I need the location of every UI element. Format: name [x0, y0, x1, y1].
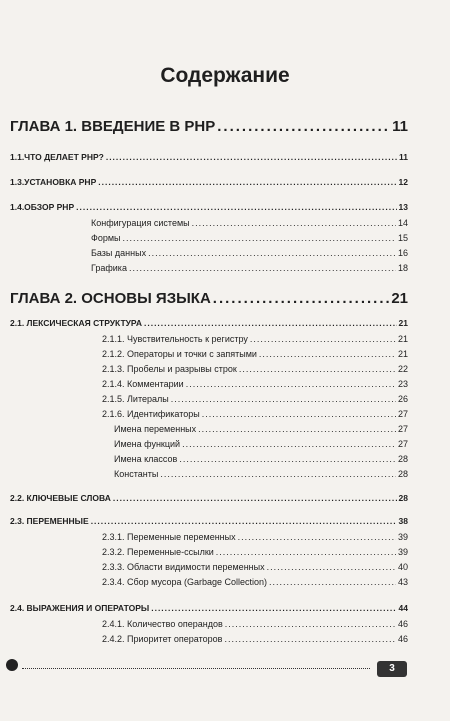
- toc-item[interactable]: [10, 349, 408, 364]
- toc-entry-page: 26: [397, 394, 408, 404]
- toc-entry-label: Базы данных: [91, 248, 147, 258]
- toc-entry-label: Имена функций: [114, 439, 181, 449]
- toc-chapter-2[interactable]: [10, 290, 408, 314]
- dot-leader: [225, 619, 396, 629]
- toc-entry-label: 2.1. ЛЕКСИЧЕСКАЯ СТРУКТУРА: [10, 318, 142, 328]
- dot-leader: [151, 603, 396, 613]
- toc-entry-page: 38: [398, 516, 408, 526]
- toc-section-1-3[interactable]: [10, 177, 408, 191]
- toc-item[interactable]: [10, 634, 408, 649]
- toc-chapter-1[interactable]: [10, 118, 408, 142]
- toc-entry-label: 2.3.3. Области видимости переменных: [102, 562, 265, 572]
- toc-item[interactable]: [10, 379, 408, 394]
- toc-item[interactable]: [10, 248, 408, 263]
- toc-entry-page: 16: [397, 248, 408, 258]
- dot-leader: [76, 202, 396, 212]
- toc-entry-page: 44: [398, 603, 408, 613]
- dot-leader: [224, 634, 396, 644]
- toc-entry-page: 39: [397, 547, 408, 557]
- dot-leader: [213, 290, 390, 307]
- toc-item[interactable]: [10, 454, 408, 469]
- toc-entry-page: 21: [397, 349, 408, 359]
- dot-leader: [129, 263, 396, 273]
- toc-entry-label: 2.3.2. Переменные-ссылки: [102, 547, 214, 557]
- dot-leader: [98, 177, 396, 187]
- toc-item[interactable]: [10, 233, 408, 248]
- dot-leader: [148, 248, 396, 258]
- toc-entry-page: 23: [397, 379, 408, 389]
- toc-item[interactable]: [10, 619, 408, 634]
- toc-item[interactable]: [10, 469, 408, 484]
- toc-entry-page: 12: [398, 177, 408, 187]
- dot-leader: [91, 516, 397, 526]
- page-number-badge: 3: [377, 661, 407, 677]
- toc-item[interactable]: [10, 334, 408, 349]
- dot-leader: [123, 233, 396, 243]
- toc-entry-page: 28: [397, 454, 408, 464]
- toc-entry-label: 2.1.1. Чувствительность к регистру: [102, 334, 248, 344]
- toc-entry-page: 27: [397, 424, 408, 434]
- toc-entry-page: 28: [397, 469, 408, 479]
- dot-leader: [182, 439, 396, 449]
- toc-entry-label: 2.2. КЛЮЧЕВЫЕ СЛОВА: [10, 493, 111, 503]
- toc-entry-label: 2.4. ВЫРАЖЕНИЯ И ОПЕРАТОРЫ: [10, 603, 150, 613]
- toc-entry-label: Имена переменных: [114, 424, 197, 434]
- toc-entry-page: 27: [397, 409, 408, 419]
- toc-item[interactable]: [10, 439, 408, 454]
- toc-entry-label: Формы: [91, 233, 121, 243]
- toc-section-2-1[interactable]: [10, 318, 408, 332]
- toc-entry-label: 1.4.ОБЗОР PHP: [10, 202, 75, 212]
- toc-entry-page: 22: [397, 364, 408, 374]
- toc-entry-label: 2.1.4. Комментарии: [102, 379, 184, 389]
- toc-entry-label: 2.1.3. Пробелы и разрывы строк: [102, 364, 237, 374]
- toc-entry-label: 1.1.ЧТО ДЕЛАЕТ PHP?: [10, 152, 104, 162]
- toc-entry-page: 21: [391, 290, 408, 307]
- dot-leader: [259, 349, 396, 359]
- toc-entry-label: 2.3. ПЕРЕМЕННЫЕ: [10, 516, 89, 526]
- dot-leader: [113, 493, 397, 503]
- toc-entry-page: 40: [397, 562, 408, 572]
- toc-section-1-4[interactable]: [10, 202, 408, 216]
- footer-bullet-icon: [6, 659, 18, 671]
- toc-item[interactable]: [10, 364, 408, 379]
- toc-section-1-1[interactable]: [10, 152, 408, 166]
- toc-entry-label: Константы: [114, 469, 159, 479]
- dot-leader: [238, 532, 396, 542]
- toc-entry-label: 2.3.4. Сбор мусора (Garbage Collection): [102, 577, 268, 587]
- dot-leader: [202, 409, 396, 419]
- footer-dotted-rule: [22, 668, 370, 669]
- toc-section-2-4[interactable]: [10, 603, 408, 617]
- toc-entry-page: 21: [397, 334, 408, 344]
- toc-item[interactable]: [10, 394, 408, 409]
- toc-item[interactable]: [10, 218, 408, 233]
- toc-item[interactable]: [10, 409, 408, 424]
- toc-entry-label: 2.1.2. Операторы и точки с запятыми: [102, 349, 257, 359]
- dot-leader: [171, 394, 396, 404]
- toc-entry-page: 18: [397, 263, 408, 273]
- dot-leader: [250, 334, 396, 344]
- dot-leader: [192, 218, 396, 228]
- toc-section-2-2[interactable]: [10, 493, 408, 507]
- toc-item[interactable]: [10, 577, 408, 592]
- toc-entry-page: 46: [397, 619, 408, 629]
- toc-entry-label: 2.1.5. Литералы: [102, 394, 169, 404]
- dot-leader: [217, 118, 390, 135]
- toc-entry-page: 43: [397, 577, 408, 587]
- toc-entry-page: 39: [397, 532, 408, 542]
- toc-entry-page: 11: [392, 118, 408, 135]
- dot-leader: [144, 318, 397, 328]
- toc-entry-label: ГЛАВА 1. ВВЕДЕНИЕ В PHP: [10, 118, 216, 135]
- toc-entry-label: Имена классов: [114, 454, 178, 464]
- toc-entry-page: 15: [397, 233, 408, 243]
- dot-leader: [179, 454, 396, 464]
- toc-entry-page: 46: [397, 634, 408, 644]
- toc-entry-label: 2.4.1. Количество операндов: [102, 619, 223, 629]
- dot-leader: [186, 379, 396, 389]
- toc-item[interactable]: [10, 532, 408, 547]
- toc-entry-label: 1.3.УСТАНОВКА PHP: [10, 177, 97, 187]
- toc-entry-label: 2.3.1. Переменные переменных: [102, 532, 236, 542]
- dot-leader: [106, 152, 397, 162]
- dot-leader: [269, 577, 396, 587]
- toc-entry-page: 11: [399, 152, 408, 162]
- table-of-contents: [10, 118, 408, 649]
- toc-entry-label: 2.4.2. Приоритет операторов: [102, 634, 223, 644]
- toc-entry-page: 14: [397, 218, 408, 228]
- dot-leader: [198, 424, 396, 434]
- page-title: Содержание: [160, 64, 290, 87]
- toc-entry-label: Конфигурация системы: [91, 218, 190, 228]
- toc-entry-page: 27: [397, 439, 408, 449]
- toc-entry-label: Графика: [91, 263, 127, 273]
- dot-leader: [216, 547, 396, 557]
- toc-item[interactable]: [10, 424, 408, 439]
- dot-leader: [160, 469, 396, 479]
- toc-section-2-3[interactable]: [10, 516, 408, 530]
- dot-leader: [239, 364, 396, 374]
- toc-entry-page: 28: [398, 493, 408, 503]
- dot-leader: [267, 562, 396, 572]
- toc-item[interactable]: [10, 263, 408, 278]
- toc-entry-label: 2.1.6. Идентификаторы: [102, 409, 200, 419]
- toc-item[interactable]: [10, 547, 408, 562]
- toc-entry-page: 13: [398, 202, 408, 212]
- toc-entry-label: ГЛАВА 2. ОСНОВЫ ЯЗЫКА: [10, 290, 211, 307]
- toc-item[interactable]: [10, 562, 408, 577]
- toc-entry-page: 21: [398, 318, 408, 328]
